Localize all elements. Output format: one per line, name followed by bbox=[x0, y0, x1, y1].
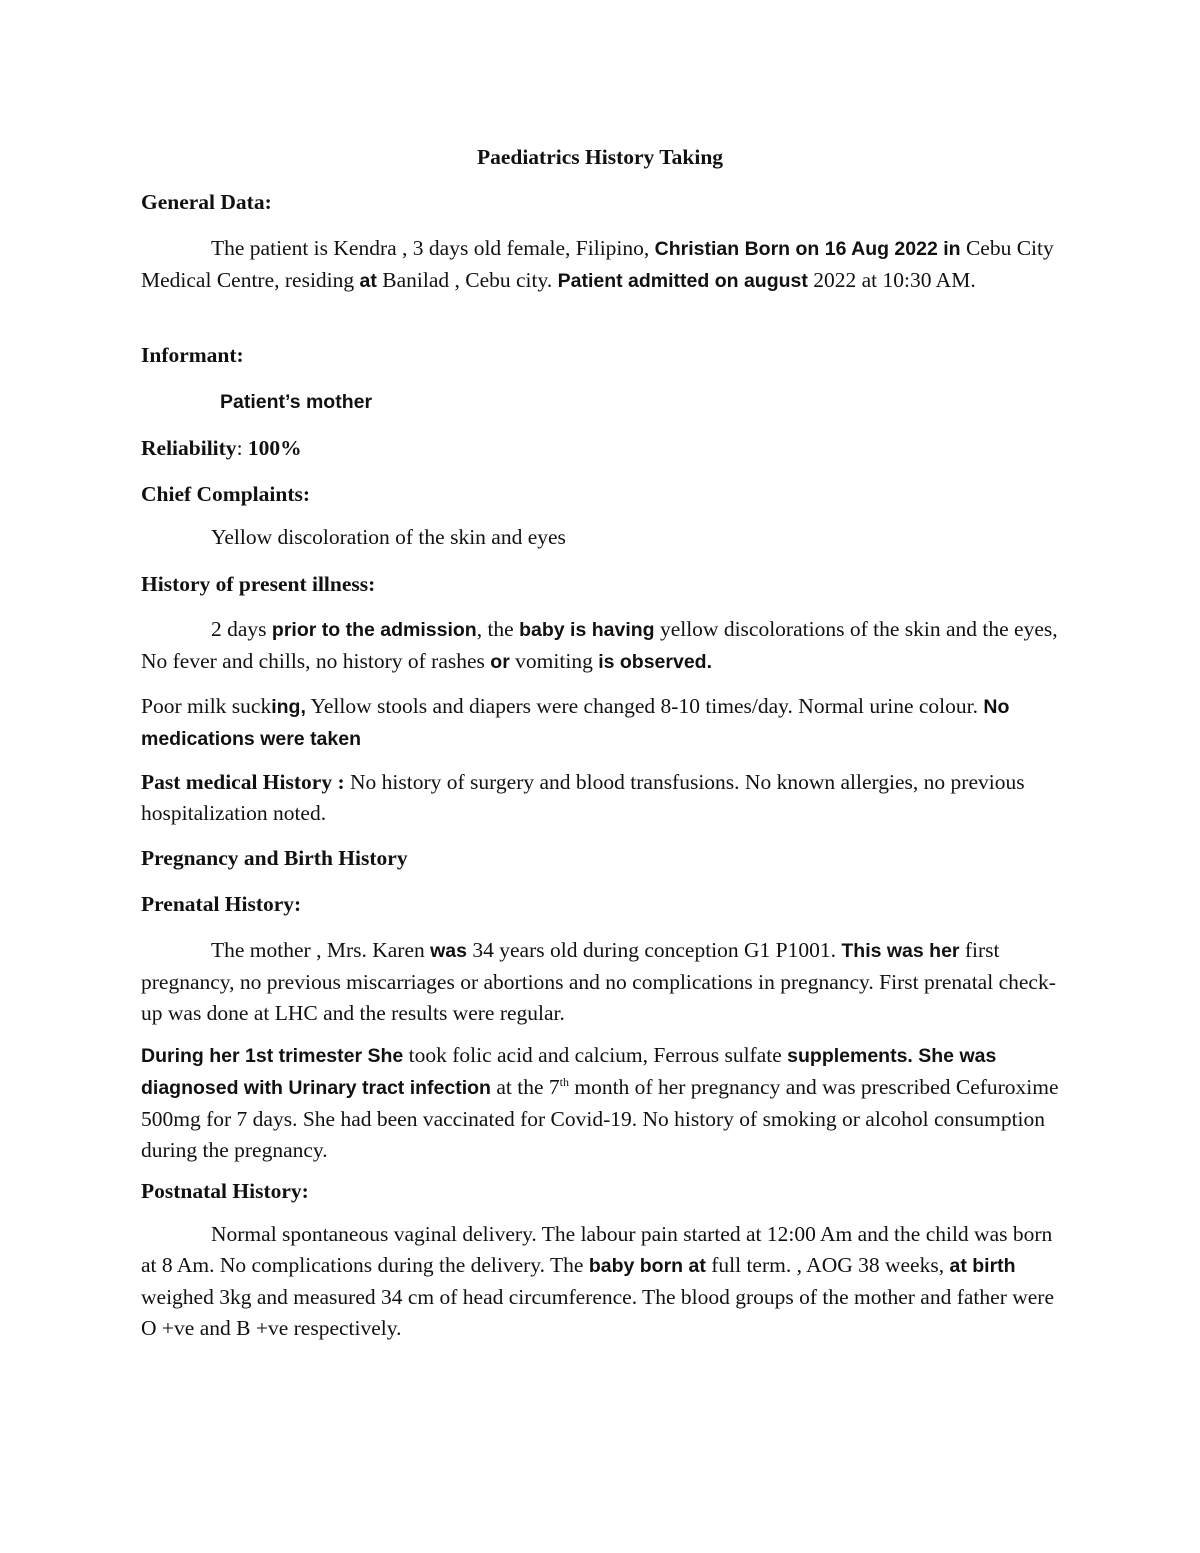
bold-run: Patient admitted on august bbox=[557, 270, 808, 292]
text-run: first pregnancy, no previous miscarriages or abortions and no complications in pregnancy. First prenatal check-up was done at LHC and the results were regular. bbox=[141, 938, 1056, 1025]
general-data-paragraph bbox=[141, 233, 1071, 297]
text-run: : bbox=[236, 436, 248, 460]
text-run: Normal spontaneous vaginal delivery. The labour pain started at 12:00 Am and the child was born at 8 Am. No complications during the delivery. The bbox=[141, 1222, 1053, 1277]
bold-run: baby born at bbox=[588, 1255, 706, 1277]
text-run: The mother , Mrs. Karen bbox=[211, 938, 431, 962]
hpi-paragraph-1 bbox=[141, 614, 1071, 678]
bold-run: at birth bbox=[949, 1255, 1016, 1277]
reliability-line bbox=[141, 433, 1071, 464]
bold-run: prior to the admission bbox=[271, 619, 477, 641]
superscript: th bbox=[559, 1074, 569, 1089]
text-run: Poor milk suck bbox=[141, 694, 272, 718]
pregnancy-heading: Pregnancy and Birth History bbox=[141, 846, 408, 870]
bold-run: is observed. bbox=[598, 651, 713, 673]
prenatal-heading: Prenatal History: bbox=[141, 892, 302, 916]
bold-run: at bbox=[359, 270, 377, 292]
bold-run: supplements. She was diagnosed with Urinary tract infection bbox=[141, 1045, 997, 1099]
chief-complaints-heading: Chief Complaints: bbox=[141, 482, 311, 506]
postnatal-heading: Postnatal History: bbox=[141, 1179, 309, 1203]
prenatal-paragraph-2 bbox=[141, 1040, 1071, 1166]
text-run: took folic acid and calcium, Ferrous sulfate bbox=[403, 1043, 788, 1067]
bold-run: During her 1st trimester She bbox=[141, 1045, 404, 1067]
bold-run: or bbox=[490, 651, 510, 673]
bold-run: Patient’s mother bbox=[220, 391, 373, 413]
text-run: Cebu City Medical Centre, residing bbox=[141, 236, 1054, 292]
hpi-heading: History of present illness: bbox=[141, 572, 376, 596]
text-run: 2 days bbox=[211, 617, 272, 641]
text-run: vomiting bbox=[509, 649, 599, 673]
general-data-heading: General Data: bbox=[141, 190, 272, 214]
text-run: weighed 3kg and measured 34 cm of head circumference. The blood groups of the mother and father were O +ve and B +ve respectively. bbox=[141, 1285, 1055, 1340]
bold-run: ing, bbox=[271, 696, 306, 718]
past-medical-history bbox=[141, 767, 1071, 829]
hpi-paragraph-2 bbox=[141, 691, 1071, 755]
postnatal-paragraph bbox=[141, 1219, 1071, 1344]
chief-complaints-value: Yellow discoloration of the skin and eyes bbox=[211, 525, 566, 549]
text-run: Banilad , Cebu city. bbox=[376, 268, 558, 292]
bold-run: baby is having bbox=[519, 619, 655, 641]
prenatal-paragraph-1 bbox=[141, 935, 1071, 1029]
text-run: month of her pregnancy and was prescribed Cefuroxime 500mg for 7 days. She had been vaccinated for Covid-19. No history of smoking or alcohol consumption during the pregnancy. bbox=[141, 1075, 1059, 1162]
bold-run: was bbox=[430, 940, 467, 962]
pmh-text: No history of surgery and blood transfusions. No known allergies, no previous hospitalization noted. bbox=[141, 770, 1025, 825]
text-run: 34 years old during conception G1 P1001. bbox=[466, 938, 842, 962]
bold-run: Christian Born on 16 Aug 2022 in bbox=[654, 238, 961, 260]
text-run: 2022 at 10:30 AM. bbox=[807, 268, 976, 292]
informant-heading: Informant: bbox=[141, 343, 244, 367]
text-run: at the 7 bbox=[490, 1075, 560, 1099]
pmh-label: Past medical History : bbox=[141, 770, 350, 794]
reliability-label: Reliability bbox=[141, 436, 237, 460]
text-run: full term. , AOG 38 weeks, bbox=[705, 1253, 950, 1277]
text-run: Yellow stools and diapers were changed 8-10 times/day. Normal urine colour. bbox=[305, 694, 984, 718]
reliability-value: 100% bbox=[247, 436, 302, 460]
informant-value bbox=[141, 386, 1150, 418]
bold-run: No medications were taken bbox=[141, 696, 1010, 750]
bold-run: This was her bbox=[841, 940, 960, 962]
page-title: Paediatrics History Taking bbox=[476, 145, 724, 169]
text-run: , the bbox=[476, 617, 520, 641]
text-run: The patient is Kendra , 3 days old female, Filipino, bbox=[211, 236, 655, 260]
text-run: yellow discolorations of the skin and the eyes, No fever and chills, no history of rashes bbox=[141, 617, 1058, 673]
